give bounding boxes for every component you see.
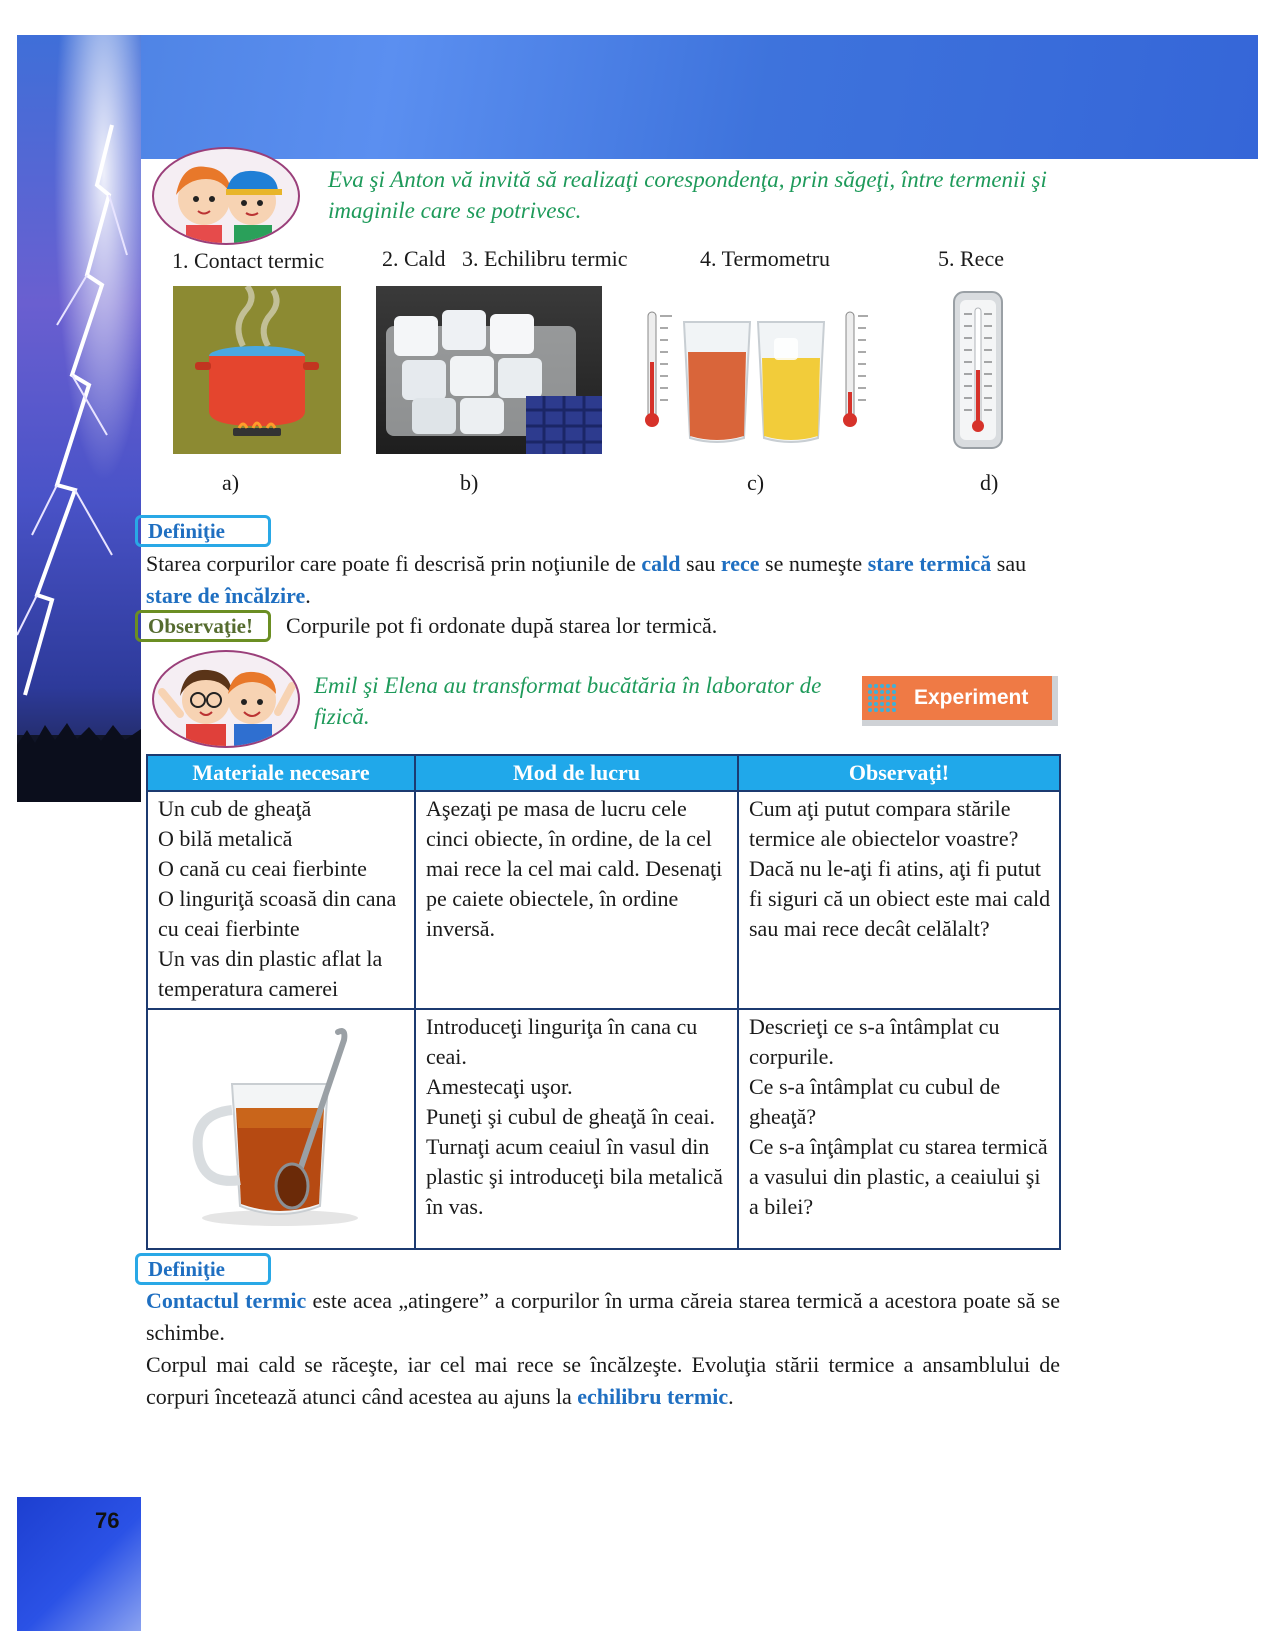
- material-item: Un cub de gheaţă: [158, 796, 312, 821]
- ice-cubes-icon: [376, 286, 602, 454]
- definition-text-1: Starea corpurilor care poate fi descrisă prin noţiunile de cald sau rece se numeşte stare termică sau stare de încălzire.: [146, 551, 1027, 608]
- eva-anton-avatar: [152, 147, 300, 245]
- keyword-contactul-termic: Contactul termic: [146, 1288, 307, 1313]
- materials-cell: [147, 791, 415, 1009]
- intro-text-1: Eva şi Anton vă invită să realizaţi corespondenţa, prin săgeţi, între termenii şi imaginile care se potrivesc.: [328, 167, 1047, 223]
- image-ice-cubes: [376, 286, 602, 454]
- method-cell: Introduceţi linguriţa în cana cu ceai. Amestecaţi uşor. Puneţi şi cubul de gheaţă în ceai. Turnaţi acum ceaiul în vasul din plastic şi introduceţi bila metalică în vas.: [415, 1009, 738, 1249]
- observe-cell: Cum aţi putut compara stările termice ale obiectelor voastre? Dacă nu le-aţi fi atins, aţi fi putut fi siguri că un obiect este mai cald sau mai rece decât celălalt?: [738, 791, 1060, 1009]
- image-boiling-pot: [173, 286, 341, 454]
- definition-text-2: Contactul termic este acea „atingere” a corpurilor în urma căreia starea termică a acestora poate să se schimbe. Corpul mai cald se răceşte, iar cel mai rece se încălzeşte. Evoluţia stării termice a ansamblului de corpuri încetează atunci când acestea au ajuns la echilibru termic.: [146, 1288, 1060, 1409]
- page-number: 76: [95, 1508, 120, 1533]
- keyword-stare-termica: stare termică: [867, 551, 992, 576]
- term-cald: 2. Cald: [382, 246, 446, 271]
- tea-image-cell: [147, 1009, 415, 1249]
- image-letter-d: d): [980, 470, 999, 495]
- header-observe: Observaţi!: [738, 755, 1060, 791]
- image-glasses-thermometers: [628, 302, 878, 452]
- kids-waving-icon: [154, 652, 298, 746]
- observation-text: Corpurile pot fi ordonate după starea lor termică.: [286, 613, 718, 638]
- header-method: Mod de lucru: [415, 755, 738, 791]
- term-contact-termic: 1. Contact termic: [172, 248, 325, 273]
- term-termometru: 4. Termometru: [700, 246, 831, 271]
- observe-cell: Descrieţi ce s-a întâmplat cu corpurile. Ce s-a întâmplat cu cubul de gheaţă? Ce s-a înţâmplat cu starea termică a vasului din plastic, a ceaiului şi a bilei?: [738, 1009, 1060, 1249]
- image-letter-c: c): [747, 470, 765, 495]
- keyword-rece: rece: [720, 551, 760, 576]
- experiment-badge: [862, 676, 1058, 726]
- material-item: O cană cu ceai fierbinte: [158, 856, 367, 881]
- tea-cup-spoon-icon: [148, 1010, 412, 1240]
- method-cell: Aşezaţi pe masa de lucru cele cinci obiecte, în ordine, de la cel mai rece la cel mai cald. Desenaţi pe caiete obiectele, în ordine inversă.: [415, 791, 738, 1009]
- experiment-table: [146, 754, 1061, 1250]
- header-materials: Materiale necesare: [147, 755, 415, 791]
- definition-label-1: Definiţie: [135, 515, 271, 547]
- boiling-pot-icon: [173, 286, 341, 454]
- term-echilibru-termic: 3. Echilibru termic: [462, 246, 628, 271]
- experiment-label: Experiment: [914, 686, 1029, 709]
- lightning-icon: [17, 35, 141, 802]
- dots-pattern-icon: [866, 682, 906, 714]
- observation-label: Observaţie!: [135, 610, 271, 642]
- table-header-row: [147, 755, 1060, 791]
- material-item: Un vas din plastic aflat la temperatura camerei: [158, 946, 383, 1001]
- keyword-cald: cald: [641, 551, 681, 576]
- definition-label-2: Definiţie: [135, 1253, 271, 1285]
- material-item: O bilă metalică: [158, 826, 293, 851]
- image-letter-b: b): [460, 470, 479, 495]
- emil-elena-avatar: [152, 650, 300, 748]
- thermometer-icon: [952, 290, 1004, 450]
- kids-icon: [154, 149, 298, 243]
- glasses-thermometers-icon: [628, 302, 878, 452]
- table-row: [147, 1009, 1060, 1249]
- keyword-stare-de-incalzire: stare de încălzire: [146, 583, 306, 608]
- image-thermometer: [952, 290, 1004, 450]
- image-letter-a: a): [222, 470, 240, 495]
- material-item: O linguriţă scoasă din cana cu ceai fierbinte: [158, 886, 397, 941]
- term-rece: 5. Rece: [938, 246, 1004, 271]
- header-band: [17, 35, 1258, 159]
- intro-text-2: Emil şi Elena au transformat bucătăria în laborator de fizică.: [314, 673, 822, 729]
- sidebar-lightning-image: [17, 35, 141, 802]
- page-corner-band: [17, 1497, 141, 1631]
- keyword-echilibru-termic: echilibru termic: [577, 1384, 729, 1409]
- table-row: [147, 791, 1060, 1009]
